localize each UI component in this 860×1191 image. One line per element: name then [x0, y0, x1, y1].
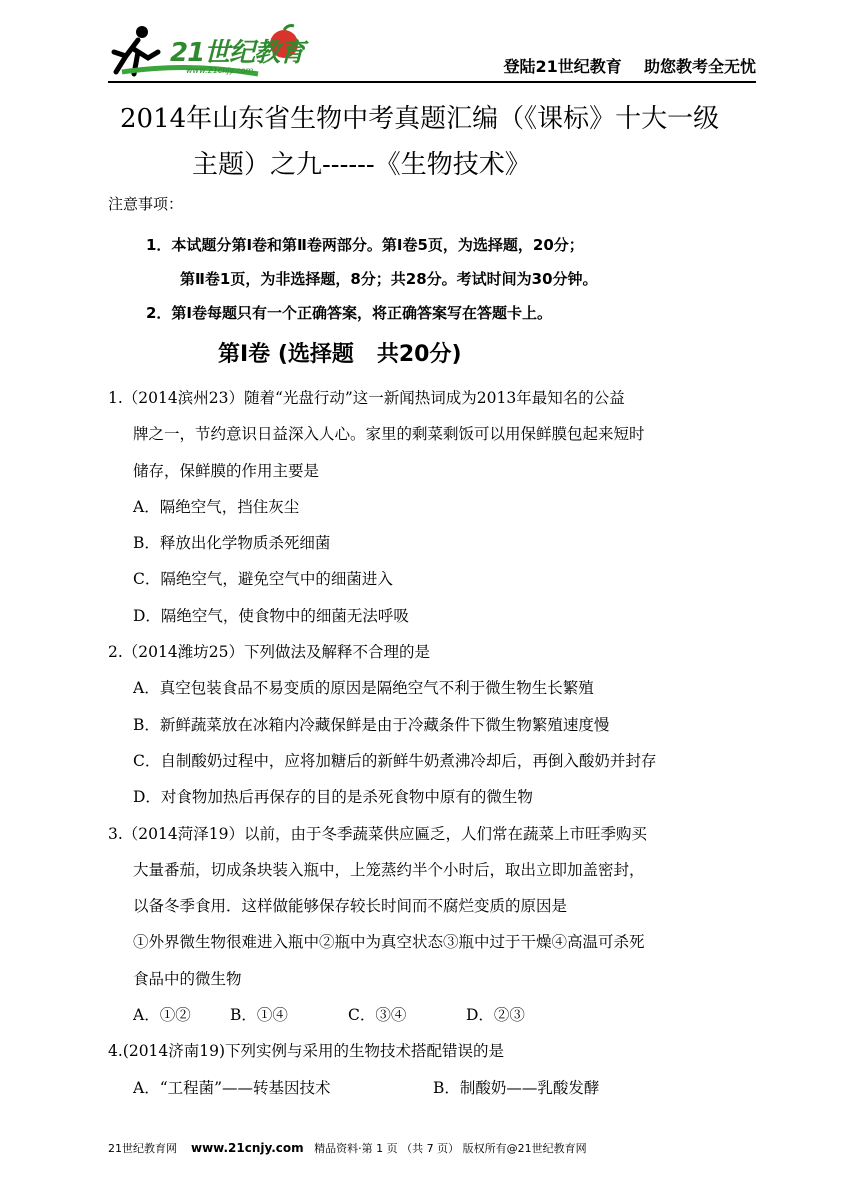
- question-1: [108, 380, 758, 634]
- option-b: B．①④: [230, 1006, 288, 1025]
- question-text: ①外界微生物很难进入瓶中②瓶中为真空状态③瓶中过于干燥④高温可杀死: [133, 933, 645, 952]
- footer-site: 21世纪教育网: [108, 1142, 177, 1155]
- option-a: A．①②: [133, 1006, 191, 1025]
- option-d: D．②③: [466, 1006, 525, 1025]
- logo-text: 21世纪教育: [170, 38, 305, 68]
- header-slogan: 登陆21世纪教育 助您教考全无忧: [503, 57, 756, 76]
- question-text: 4.(2014济南19)下列实例与采用的生物技术搭配错误的是: [108, 1042, 505, 1061]
- title-line-1: 2014年山东省生物中考真题汇编（《课标》十大一级: [120, 104, 720, 134]
- section-heading: 第Ⅰ卷 (选择题 共20分): [218, 342, 462, 367]
- options-row: [108, 1070, 758, 1106]
- option-d: D．对食物加热后再保存的目的是杀死食物中原有的微生物: [133, 788, 533, 807]
- logo-url: www.21cnjy.com: [186, 66, 254, 75]
- note-1-continued: 第Ⅱ卷1页，为非选择题，8分；共28分。考试时间为30分钟。: [180, 270, 598, 288]
- notes-list: [108, 228, 598, 330]
- option-b: B．新鲜蔬菜放在冰箱内冷藏保鲜是由于冷藏条件下微生物繁殖速度慢: [133, 715, 610, 734]
- option-a: A．真空包装食品不易变质的原因是隔绝空气不利于微生物生长繁殖: [133, 679, 594, 698]
- option-c: C．③④: [348, 1006, 407, 1025]
- question-text: 2.（2014潍坊25）下列做法及解释不合理的是: [108, 643, 430, 662]
- option-b: B．制酸奶——乳酸发酵: [433, 1078, 600, 1097]
- option-a: A．“工程菌”——转基因技术: [133, 1078, 331, 1097]
- option-c: C．自制酸奶过程中，应将加糖后的新鲜牛奶煮沸冷却后，再倒入酸奶并封存: [133, 751, 657, 770]
- question-text: 食品中的微生物: [133, 969, 242, 988]
- document-title: [108, 96, 758, 188]
- option-d: D．隔绝空气，使食物中的细菌无法呼吸: [133, 606, 409, 625]
- question-text: 3.（2014菏泽19）以前，由于冬季蔬菜供应匾乏，人们常在蔬菜上市旺季购买: [108, 824, 647, 843]
- question-text: 牌之一，节约意识日益深入人心。家里的剩菜剩饭可以用保鲜膜包起来短时: [133, 425, 645, 444]
- option-b: B．释放出化学物质杀死细菌: [133, 534, 331, 553]
- question-text: 以备冬季食用．这样做能够保存较长时间而不腐烂变质的原因是: [133, 897, 568, 916]
- note-1: 1．本试题分第Ⅰ卷和第Ⅱ卷两部分。第Ⅰ卷5页，为选择题，20分；: [146, 236, 584, 254]
- header-divider: [108, 81, 756, 83]
- note-2: 2．第Ⅰ卷每题只有一个正确答案，将正确答案写在答题卡上。: [146, 304, 553, 322]
- footer-url[interactable]: www.21cnjy.com: [191, 1141, 304, 1155]
- page-header: [108, 20, 756, 82]
- title-line-2: 主题）之九------《生物技术》: [192, 150, 531, 180]
- site-logo: [108, 22, 308, 80]
- question-4: [108, 1033, 758, 1106]
- question-list: [108, 380, 758, 1106]
- page-footer: [108, 1140, 758, 1156]
- question-2: [108, 634, 758, 815]
- question-3: [108, 816, 758, 1034]
- footer-page-info: 精品资料·第 1 页 （共 7 页） 版权所有@21世纪教育网: [314, 1142, 587, 1155]
- question-text: 大量番茄，切成条块装入瓶中，上笼蒸约半个小时后，取出立即加盖密封，: [133, 860, 645, 879]
- question-text: 1.（2014滨州23）随着“光盘行动”这一新闻热词成为2013年最知名的公益: [108, 389, 625, 407]
- options-row: [108, 997, 758, 1033]
- question-text: 储存，保鲜膜的作用主要是: [133, 461, 320, 480]
- notes-heading: 注意事项：: [108, 195, 184, 213]
- option-c: C．隔绝空气，避免空气中的细菌进入: [133, 570, 393, 589]
- option-a: A．隔绝空气，挡住灰尘: [133, 497, 300, 516]
